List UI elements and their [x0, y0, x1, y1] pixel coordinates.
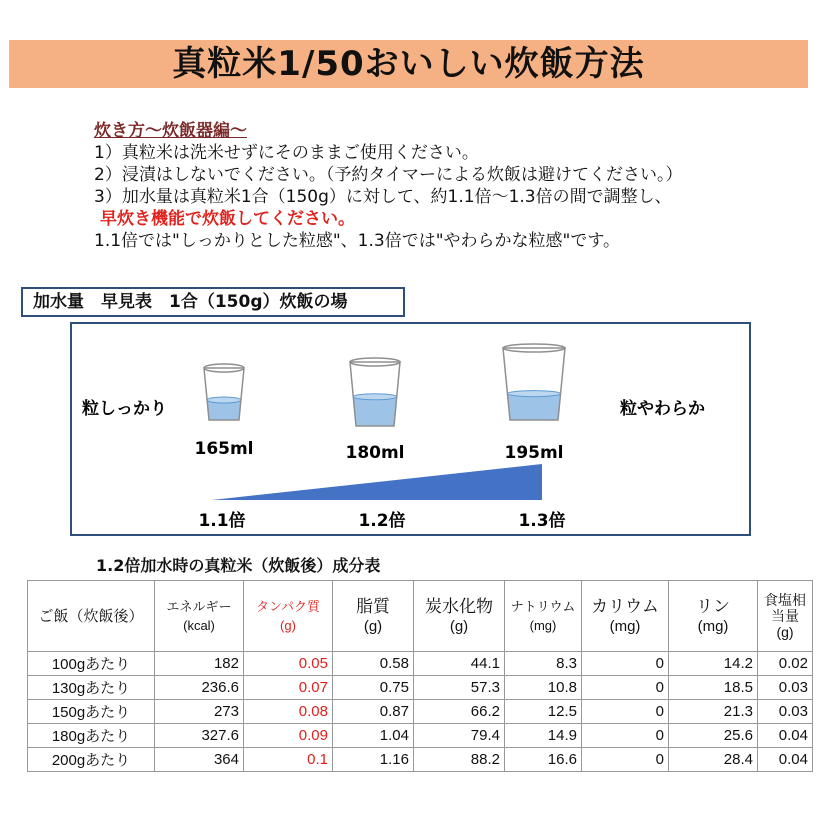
- table-cell: 0: [582, 748, 669, 772]
- table-cell: 1.16: [333, 748, 414, 772]
- ratio-label: 1.2倍: [358, 511, 406, 531]
- label-soft: 粒やわらか: [620, 399, 705, 419]
- row-label: 200gあたり: [28, 748, 155, 772]
- table-cell: 327.6: [155, 724, 244, 748]
- table-cell: 0: [582, 676, 669, 700]
- water-surface: [207, 397, 241, 403]
- glass-icon: [204, 364, 244, 420]
- header-salt: 食塩相当量 (g): [758, 581, 813, 652]
- label-firm: 粒しっかり: [82, 399, 167, 419]
- row-label: 100gあたり: [28, 652, 155, 676]
- method-step-2: 2）浸漬はしないでください。（予約タイマーによる炊飯は避けてください。）: [94, 165, 683, 185]
- water-fill: [507, 394, 560, 420]
- table-cell: 236.6: [155, 676, 244, 700]
- header-sodium: ナトリウム (mg): [505, 581, 582, 652]
- cooking-method-section: [94, 120, 682, 252]
- glass-icon: [350, 358, 400, 426]
- table-cell: 18.5: [669, 676, 758, 700]
- table-cell: 57.3: [414, 676, 505, 700]
- table-cell: 0: [582, 652, 669, 676]
- table-row: [28, 676, 813, 700]
- glass-icon: [503, 344, 565, 420]
- table-cell: 0.58: [333, 652, 414, 676]
- water-ratio-wedge: [212, 464, 542, 500]
- nutrition-table-title: 1.2倍加水時の真粒米（炊飯後）成分表: [96, 556, 381, 575]
- table-cell: 0.04: [758, 748, 813, 772]
- table-cell: 10.8: [505, 676, 582, 700]
- table-cell: 0: [582, 724, 669, 748]
- table-cell: 0.04: [758, 724, 813, 748]
- table-cell: 79.4: [414, 724, 505, 748]
- nutrition-table: [27, 580, 813, 772]
- table-cell: 66.2: [414, 700, 505, 724]
- table-header-row: [28, 581, 813, 652]
- method-note: 1.1倍では"しっかりとした粒感"、1.3倍では"やわらかな粒感"です。: [94, 231, 620, 251]
- table-cell: 8.3: [505, 652, 582, 676]
- protein-cell: 0.09: [244, 724, 333, 748]
- table-cell: 273: [155, 700, 244, 724]
- method-step-1: 1）真粒米は洗米せずにそのままご使用ください。: [94, 143, 479, 163]
- protein-cell: 0.07: [244, 676, 333, 700]
- table-cell: 28.4: [669, 748, 758, 772]
- table-cell: 0.03: [758, 700, 813, 724]
- table-cell: 14.2: [669, 652, 758, 676]
- water-amount-label: 195ml: [504, 443, 564, 463]
- protein-cell: 0.08: [244, 700, 333, 724]
- table-cell: 12.5: [505, 700, 582, 724]
- water-chart-svg: [72, 324, 749, 534]
- water-chart-heading: 加水量 早見表 1合（150g）炊飯の場: [21, 287, 405, 317]
- water-chart: [70, 322, 751, 536]
- table-cell: 182: [155, 652, 244, 676]
- table-cell: 0.75: [333, 676, 414, 700]
- water-surface: [507, 391, 560, 397]
- table-cell: 16.6: [505, 748, 582, 772]
- water-fill: [353, 397, 396, 426]
- method-heading: 炊き方～炊飯器編～: [94, 121, 247, 141]
- method-step-3: 3）加水量は真粒米1合（150g）に対して、約1.1倍～1.3倍の間で調整し、: [94, 187, 672, 207]
- header-phosphorus: リン (mg): [669, 581, 758, 652]
- header-energy: エネルギー (kcal): [155, 581, 244, 652]
- table-cell: 14.9: [505, 724, 582, 748]
- water-surface: [353, 394, 396, 400]
- glasses-group: [194, 344, 565, 463]
- protein-cell: 0.05: [244, 652, 333, 676]
- row-label: 150gあたり: [28, 700, 155, 724]
- table-row: [28, 652, 813, 676]
- ratio-labels: [198, 510, 565, 531]
- ratio-label: 1.1倍: [198, 511, 246, 531]
- table-cell: 0.02: [758, 652, 813, 676]
- table-cell: 364: [155, 748, 244, 772]
- header-rice: ご飯（炊飯後）: [28, 581, 155, 652]
- table-cell: 0.87: [333, 700, 414, 724]
- table-cell: 0: [582, 700, 669, 724]
- protein-cell: 0.1: [244, 748, 333, 772]
- title-banner: [9, 40, 808, 88]
- table-row: [28, 700, 813, 724]
- header-potassium: カリウム (mg): [582, 581, 669, 652]
- ratio-label: 1.3倍: [518, 511, 566, 531]
- header-carbs: 炭水化物 (g): [414, 581, 505, 652]
- table-row: [28, 748, 813, 772]
- table-cell: 25.6: [669, 724, 758, 748]
- table-cell: 21.3: [669, 700, 758, 724]
- method-step-3-warning: 早炊き機能で炊飯してください。: [100, 209, 355, 229]
- row-label: 180gあたり: [28, 724, 155, 748]
- water-amount-label: 165ml: [194, 439, 254, 459]
- water-amount-label: 180ml: [345, 443, 405, 463]
- table-cell: 44.1: [414, 652, 505, 676]
- table-cell: 1.04: [333, 724, 414, 748]
- row-label: 130gあたり: [28, 676, 155, 700]
- table-row: [28, 724, 813, 748]
- page-title: 真粒米1/50おいしい炊飯方法: [172, 44, 645, 84]
- table-cell: 88.2: [414, 748, 505, 772]
- header-protein: タンパク質 (g): [244, 581, 333, 652]
- table-cell: 0.03: [758, 676, 813, 700]
- header-fat: 脂質 (g): [333, 581, 414, 652]
